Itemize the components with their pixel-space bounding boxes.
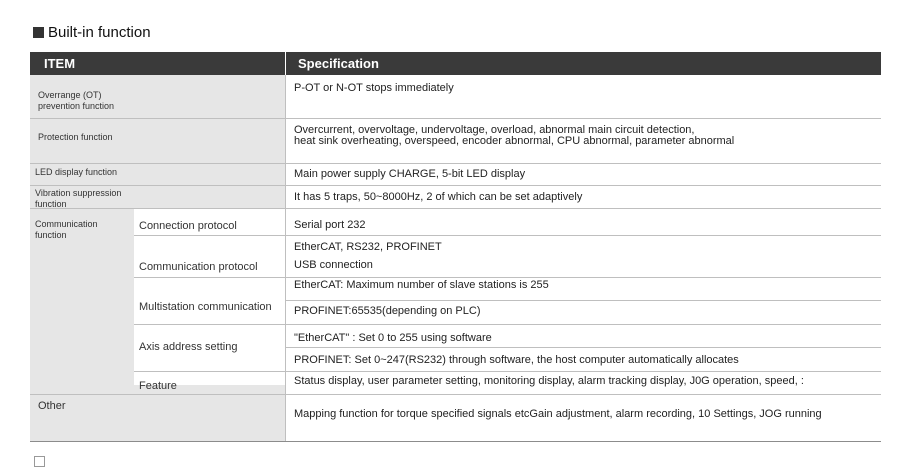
item-other: Other: [38, 400, 66, 412]
item-vibration: Vibration suppression function: [35, 188, 122, 209]
item-ot: Overrange (OT) prevention function: [38, 90, 115, 111]
spec-axis-1: "EtherCAT" : Set 0 to 255 using software: [294, 332, 492, 344]
subitem-feature: Feature: [139, 380, 177, 392]
header-item: ITEM: [44, 56, 76, 71]
subrow-divider: [134, 324, 881, 325]
spec-multistation-2: PROFINET:65535(depending on PLC): [294, 305, 481, 317]
row-divider: [30, 163, 881, 164]
spec-protection-2: heat sink overheating, overspeed, encoder abnormal, CPU abnormal, parameter abnormal: [294, 135, 735, 147]
section-title: [33, 24, 151, 41]
spec-vibration: It has 5 traps, 50~8000Hz, 2 of which can be set adaptively: [294, 191, 583, 203]
spec-connection: Serial port 232: [294, 219, 366, 231]
section-title-text: Built-in function: [48, 24, 151, 41]
subrow-divider: [134, 277, 881, 278]
spec-axis-2: PROFINET: Set 0~247(RS232) through software, the host computer automatically allocates: [294, 354, 739, 366]
subitem-protocol: Communication protocol: [139, 261, 258, 273]
square-outline-icon: [34, 456, 45, 467]
spec-ot: P-OT or N-OT stops immediately: [294, 82, 454, 94]
spec-divider: [285, 300, 881, 301]
table-header: [30, 52, 881, 75]
row-divider: [30, 394, 881, 395]
header-spec: Specification: [298, 56, 379, 71]
spec-protocol-2: USB connection: [294, 259, 373, 271]
spec-other: Mapping function for torque specified signals etcGain adjustment, alarm recording, 10 Settings, JOG running: [294, 408, 822, 420]
item-protection: Protection function: [38, 132, 113, 142]
spec-divider: [285, 347, 881, 348]
header-divider: [285, 52, 286, 75]
subrow-divider: [134, 235, 881, 236]
subrow-divider: [134, 371, 881, 372]
spec-multistation-1: EtherCAT: Maximum number of slave stations is 255: [294, 279, 549, 291]
item-communication: Communication function: [35, 219, 98, 240]
spec-led: Main power supply CHARGE, 5-bit LED display: [294, 168, 526, 180]
subitem-axis: Axis address setting: [139, 341, 238, 353]
item-led: LED display function: [35, 167, 118, 177]
spec-feature: Status display, user parameter setting, monitoring display, alarm tracking display, J0G operation, speed, :: [294, 375, 804, 387]
row-divider: [30, 118, 881, 119]
row-divider: [30, 208, 881, 209]
subitem-connection: Connection protocol: [139, 220, 237, 232]
column-divider: [285, 75, 286, 441]
subitem-multistation: Multistation communication: [139, 301, 272, 313]
spec-protection-1: Overcurrent, overvoltage, undervoltage, overload, abnormal main circuit detection,: [294, 124, 695, 136]
square-bullet-icon: [33, 27, 44, 38]
table-bottom-line: [30, 441, 881, 442]
item-column-bg: [30, 75, 134, 441]
row-divider: [30, 185, 881, 186]
spec-protocol-1: EtherCAT, RS232, PROFINET: [294, 241, 442, 253]
